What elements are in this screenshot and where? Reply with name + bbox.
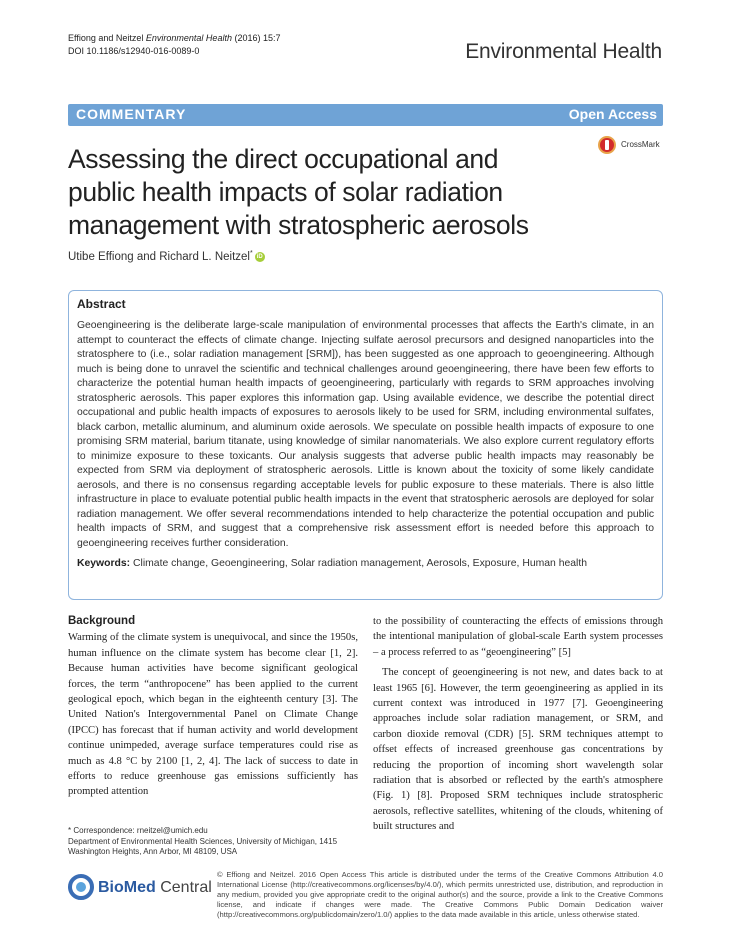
citation — [68, 32, 281, 58]
article-type: COMMENTARY — [76, 106, 187, 122]
affiliation: Department of Environmental Health Sciences, University of Michigan, 1415 Washington Heights, Ann Arbor, MI 48109, USA — [68, 836, 338, 857]
abstract-body: Geoengineering is the deliberate large-scale manipulation of environmental processes that affects the Earth's climate, in an attempt to counteract the effects of climate change. Injecting sulfate aerosol precursors and designed nanoparticles into the stratosphere to (i.e., solar radiation management [SRM]), has been suggested as one approach to geoengineering. Although much is being done to unravel the scientific and technical challenges around geoengineering, there have been few efforts to characterize the potential human health impacts of geoengineering, particularly with regards to SRM approaches involving stratospheric aerosols. This paper explores this information gap. Using available evidence, we describe the potential direct occupational and public health impacts of exposures to aerosols likely to be used for SRM, including environmental sulfates, black carbon, metallic aluminum, and aluminum oxide aerosols. We speculate on possible health impacts of exposure to one promising SRM material, barium titanate, using knowledge of similar nanomaterials. We also explore current regulatory efforts to minimize exposure to these toxicants. Our analysis suggests that adverse public health impacts may reasonably be expected from SRM via deployment of stratospheric aerosols. Little is known about the toxicity of some likely candidate aerosols, and there is no consensus regarding acceptable levels for public exposure to these materials. There is also little infrastructure in place to evaluate potential public health impacts in the event that stratospheric aerosols are deployed for solar radiation management. We offer several recommendations intended to help characterize the potential occupation and public health impacts of SRM, and suggest that a comprehensive risk assessment effort is needed before this approach to geoengineering receives further consideration. — [77, 320, 654, 549]
crossmark-badge[interactable] — [598, 136, 678, 160]
crossmark-icon — [598, 136, 616, 154]
keywords-list: Climate change, Geoengineering, Solar radiation management, Aerosols, Exposure, Human health — [133, 558, 588, 569]
citation-line — [68, 32, 281, 45]
section-heading-background: Background — [68, 615, 136, 627]
abstract-heading: Abstract — [77, 297, 126, 311]
footnote — [68, 826, 358, 858]
publisher-name-rest: Central — [155, 879, 212, 896]
right-column — [373, 614, 663, 835]
page-footer — [68, 870, 663, 930]
citation-volume: (2016) 15:7 — [231, 33, 281, 43]
citation-journal: Environmental Health — [145, 33, 232, 43]
open-access-label: Open Access — [568, 106, 657, 122]
citation-authors: Effiong and Neitzel — [68, 33, 144, 43]
journal-name: Environmental Health — [465, 40, 662, 63]
keywords-label: Keywords: — [77, 558, 131, 569]
body-paragraph: to the possibility of counteracting the effects of emissions through the intentional manipulation of global-scale Earth system processes – a process referred to as “geoengineering” [5] — [373, 616, 663, 658]
keywords — [77, 558, 654, 569]
license-text: © Effiong and Neitzel. 2016 Open Access This article is distributed under the terms of the Creative Commons Attribution 4.0 International License (http://creativecommons.org/licenses/by/4.0/), which permits unrestricted use, distribution, and reproduction in any medium, provided you give appropriate credit to the original author(s) and the source, provide a link to the Creative Commons license, and indicate if changes were made. The Creative Commons Public Domain Dedication waiver (http://creativecommons.org/publicdomain/zero/1.0/) applies to the data made available in this article, unless otherwise stated. — [217, 870, 663, 919]
crossmark-label: CrossMark — [621, 140, 660, 149]
authors-text: Utibe Effiong and Richard L. Neitzel — [68, 250, 250, 263]
orcid-icon[interactable]: iD — [256, 253, 263, 260]
publisher-name-bold: BioMed — [98, 879, 156, 896]
body-paragraph: Warming of the climate system is unequivocal, and since the 1950s, human influence on the climate system has become clear [1, 2]. Because human activities have become significant geological forces, the term “anthropocene” has been applied to the current geological epoch, which began in the eighteenth century [3]. The United Nation's Intergovernmental Panel on Climate Change (IPCC) has forecast that if human activity and world development continue unimpeded, average surface temperatures could rise as much as 4.8 °C by 2100 [1, 2, 4]. The lack of success to date in efforts to reduce greenhouse gas emissions sufficiently has prompted attention — [68, 632, 358, 798]
author-list — [68, 250, 265, 263]
article-title: Assessing the direct occupational and public health impacts of solar radiation management with stratospheric aerosols — [68, 144, 529, 240]
corresponding-mark: * — [249, 250, 253, 257]
left-column — [68, 614, 358, 800]
publisher-name — [98, 879, 212, 897]
publisher-logo[interactable] — [68, 874, 212, 904]
doi[interactable]: DOI 10.1186/s12940-016-0089-0 — [68, 46, 200, 56]
correspondence: * Correspondence: rneitzel@umich.edu — [68, 826, 208, 835]
biomed-central-logo — [68, 874, 94, 900]
body-paragraph: The concept of geoengineering is not new, and dates back to at least 1965 [6]. However, the term geoengineering as applied in its current context was introduced in 1977 [7]. Geoengineering approaches include solar radiation management, or SRM, and carbon dioxide removal (CDR) [5]. SRM techniques attempt to offset effects of increased greenhouse gas concentrations by reducing the proportion of incoming short wavelength solar radiation that is absorbed or reflected by the earth's atmosphere (Fig. 1) [8]. Proposed SRM techniques include stratospheric aerosols, reflective satellites, whitening of the clouds, whitening of built structures and — [373, 667, 663, 833]
article-type-banner — [68, 104, 663, 126]
abstract-box — [68, 290, 663, 600]
